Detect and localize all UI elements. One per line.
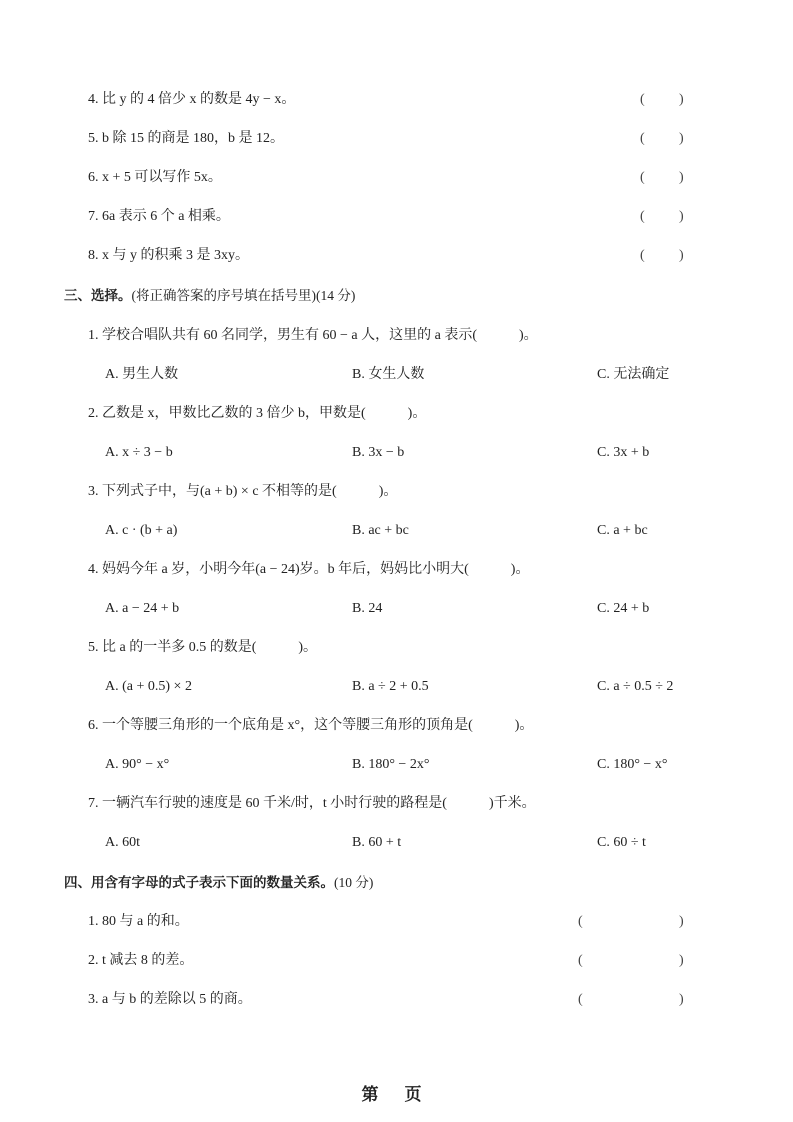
choice-question-3 [0,482,793,502]
option-a[interactable]: A. 90° − x° [105,757,170,772]
answer-paren-open[interactable]: ( [640,92,645,107]
question-text: 2. t 减去 8 的差。 [88,953,194,968]
question-text: 1. 80 与 a 的和。 [88,914,189,929]
option-a[interactable]: A. a − 24 + b [105,601,180,616]
section-title-text: 四、用含有字母的式子表示下面的数量关系。 [64,875,334,891]
choice-question-2 [0,404,793,424]
option-a[interactable]: A. x ÷ 3 − b [105,445,173,460]
answer-paren-open[interactable]: ( [578,953,583,968]
option-a[interactable]: A. 男生人数 [105,367,179,382]
choice-options-4 [0,599,793,619]
choice-options-7 [0,833,793,853]
option-b[interactable]: B. 60 + t [352,835,402,850]
expression-item-1 [0,912,793,932]
judgement-item-4 [0,90,793,110]
answer-paren-close[interactable]: ) [679,914,684,929]
section-title [64,286,355,306]
answer-paren-close[interactable]: ) [679,92,684,107]
question-text: 2. 乙数是 x，甲数比乙数的 3 倍少 b，甲数是( )。 [88,406,427,421]
question-text: 8. x 与 y 的积乘 3 是 3xy。 [88,248,249,263]
option-c[interactable]: C. a ÷ 0.5 ÷ 2 [597,679,674,694]
question-text: 5. b 除 15 的商是 180，b 是 12。 [88,131,284,146]
section-note: (将正确答案的序号填在括号里)(14 分) [131,288,356,303]
judgement-item-6 [0,168,793,188]
answer-paren-open[interactable]: ( [640,170,645,185]
option-c[interactable]: C. a + bc [597,523,648,538]
option-a[interactable]: A. c · (b + a) [105,523,178,538]
section-4-heading [0,873,793,893]
option-b[interactable]: B. 3x − b [352,445,405,460]
section-3-heading [0,286,793,306]
section-title [64,873,373,893]
question-text: 7. 6a 表示 6 个 a 相乘。 [88,209,230,224]
answer-paren-close[interactable]: ) [679,170,684,185]
choice-options-6 [0,755,793,775]
answer-paren-open[interactable]: ( [640,209,645,224]
choice-options-1 [0,365,793,385]
expression-item-3 [0,990,793,1010]
option-b[interactable]: B. a ÷ 2 + 0.5 [352,679,429,694]
answer-paren-open[interactable]: ( [578,992,583,1007]
answer-paren-open[interactable]: ( [578,914,583,929]
option-a[interactable]: A. (a + 0.5) × 2 [105,679,192,694]
option-b[interactable]: B. 24 [352,601,383,616]
option-b[interactable]: B. 女生人数 [352,367,425,382]
question-text: 6. 一个等腰三角形的一个底角是 x°，这个等腰三角形的顶角是( )。 [88,718,534,733]
question-text: 4. 比 y 的 4 倍少 x 的数是 4y − x。 [88,92,296,107]
option-c[interactable]: C. 60 ÷ t [597,835,646,850]
option-c[interactable]: C. 无法确定 [597,367,670,382]
answer-paren-open[interactable]: ( [640,131,645,146]
choice-question-7 [0,794,793,814]
answer-paren-close[interactable]: ) [679,248,684,263]
question-text: 4. 妈妈今年 a 岁，小明今年(a − 24)岁。b 年后，妈妈比小明大( )。 [88,562,530,577]
choice-options-5 [0,677,793,697]
question-text: 7. 一辆汽车行驶的速度是 60 千米/时，t 小时行驶的路程是( )千米。 [88,796,536,811]
option-c[interactable]: C. 24 + b [597,601,650,616]
answer-paren-close[interactable]: ) [679,209,684,224]
judgement-item-8 [0,246,793,266]
section-title-text: 三、选择。 [64,288,132,304]
option-c[interactable]: C. 180° − x° [597,757,668,772]
option-b[interactable]: B. ac + bc [352,523,409,538]
choice-question-6 [0,716,793,736]
answer-paren-close[interactable]: ) [679,992,684,1007]
answer-paren-close[interactable]: ) [679,953,684,968]
choice-options-2 [0,443,793,463]
choice-question-4 [0,560,793,580]
option-a[interactable]: A. 60t [105,835,140,850]
question-text: 5. 比 a 的一半多 0.5 的数是( )。 [88,640,318,655]
question-text: 3. a 与 b 的差除以 5 的商。 [88,992,252,1007]
choice-options-3 [0,521,793,541]
option-c[interactable]: C. 3x + b [597,445,650,460]
question-text: 1. 学校合唱队共有 60 名同学，男生有 60 − a 人，这里的 a 表示( )。 [88,328,538,343]
answer-paren-close[interactable]: ) [679,131,684,146]
choice-question-1 [0,326,793,346]
answer-paren-open[interactable]: ( [640,248,645,263]
question-text: 6. x + 5 可以写作 5x。 [88,170,222,185]
section-note: (10 分) [334,875,374,890]
judgement-item-7 [0,207,793,227]
judgement-item-5 [0,129,793,149]
page-number-footer: 第 页 [361,1085,432,1105]
choice-question-5 [0,638,793,658]
question-text: 3. 下列式子中，与(a + b) × c 不相等的是( )。 [88,484,398,499]
option-b[interactable]: B. 180° − 2x° [352,757,430,772]
expression-item-2 [0,951,793,971]
